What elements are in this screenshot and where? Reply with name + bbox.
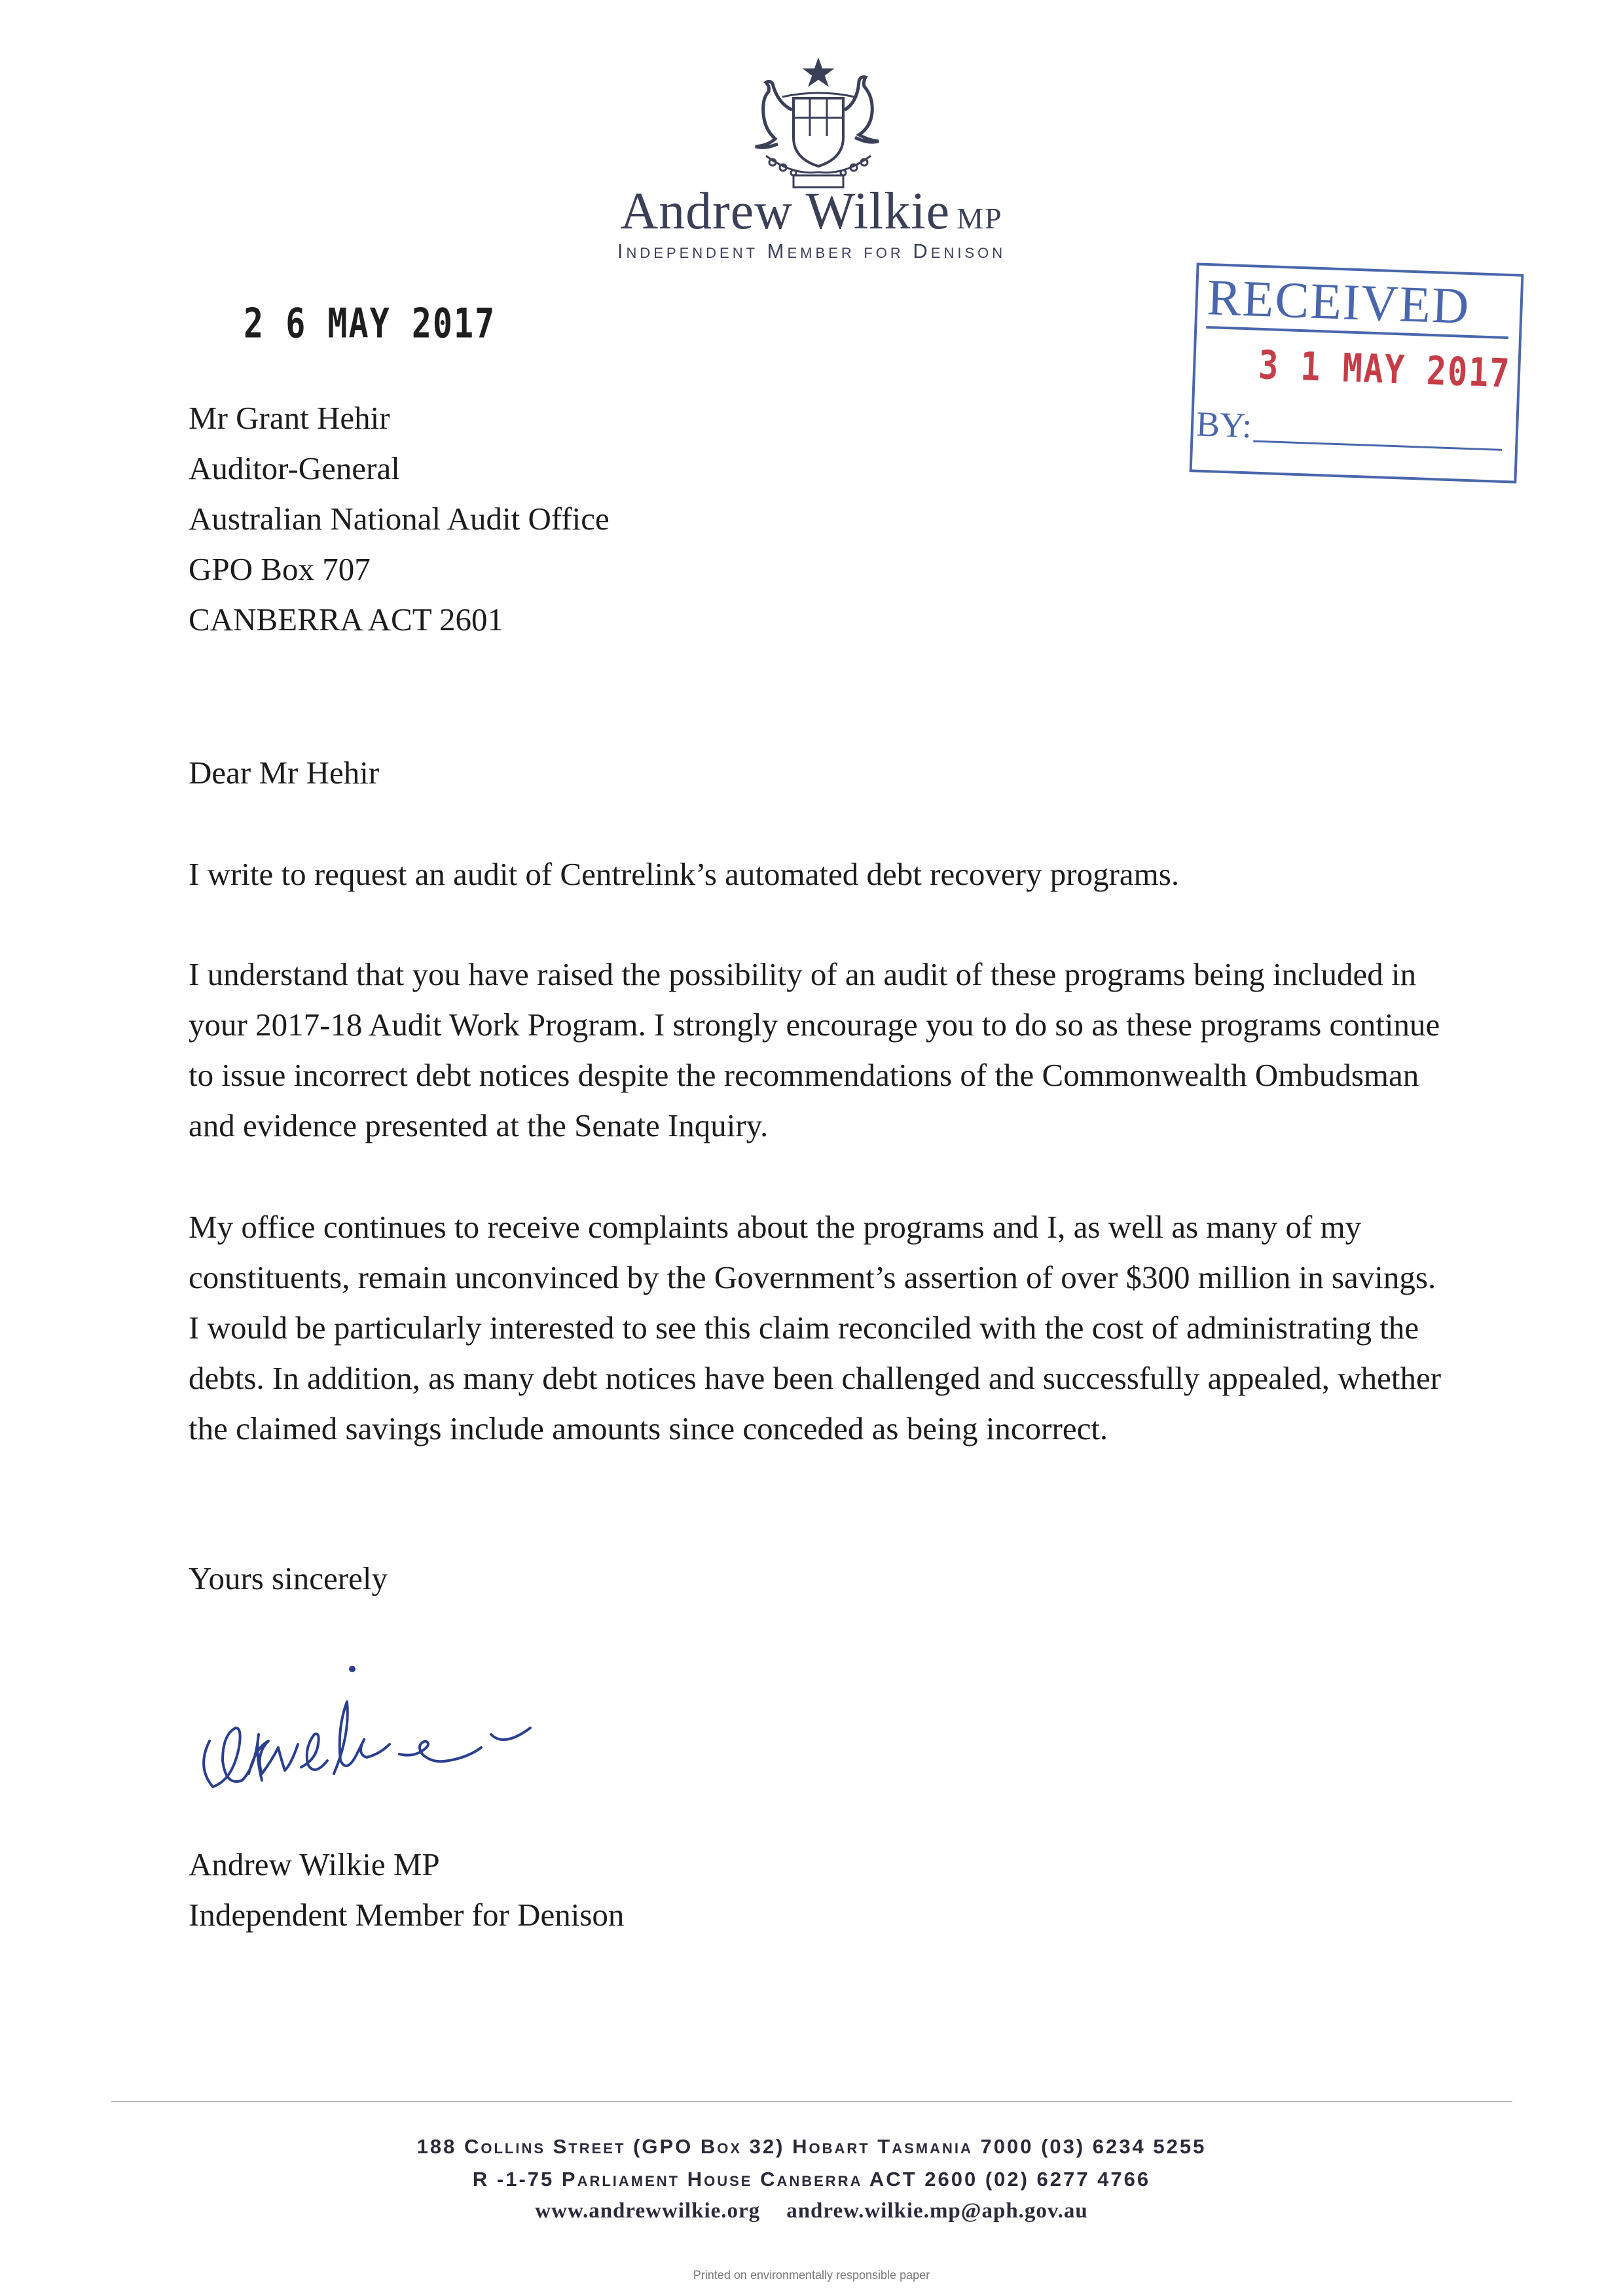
body-paragraph: My office continues to receive complaints about the programs and I, as well as many of my constituents, remain unconvinced by the Government’s assertion of over $300 million in savings. I would be particularly interested to see this claim reconciled with the cost of administrating the debts. In addition, as many debt notices have been challenged and successfully appealed, whether the claimed savings include amounts since conceded as being incorrect. [189, 1209, 1442, 1446]
printed-note: Printed on environmentally responsible paper [693, 2269, 930, 2282]
received-stamp-title: RECEIVED [1206, 268, 1510, 339]
signer-name: Andrew Wilkie MP [189, 1846, 440, 1882]
recipient-address [189, 393, 610, 645]
coat-of-arms-icon [720, 58, 917, 198]
address-line: GPO Box 707 [189, 551, 371, 587]
footer-email-link[interactable]: andrew.wilkie.mp@aph.gov.au [786, 2199, 1088, 2223]
body-paragraph: I understand that you have raised the possibility of an audit of these programs being included in your 2017-18 Audit Work Program. I strongly encourage you to do so as these programs continue to issue incorrect debt notices despite the recommendations of the Commonwealth Ombudsman and evidence presented at the Senate Inquiry. [189, 956, 1440, 1143]
signer-block [189, 1839, 624, 1940]
address-line: Auditor-General [189, 450, 400, 486]
received-stamp-date: 3 1 MAY 2017 [1258, 342, 1512, 397]
address-line: CANBERRA ACT 2601 [189, 601, 504, 637]
footer-contact [0, 2199, 1623, 2223]
salutation: Dear Mr Hehir [189, 755, 380, 791]
footer-canberra-address: R -1-75 Parliament House Canberra ACT 2600 (02) 6277 4766 [472, 2168, 1151, 2191]
member-suffix: MP [957, 202, 1003, 235]
closing: Yours sincerely [189, 1560, 388, 1596]
footer-hobart-address: 188 Collins Street (GPO Box 32) Hobart Tasmania 7000 (03) 6234 5255 [416, 2135, 1207, 2158]
address-line: Australian National Audit Office [189, 501, 610, 537]
received-stamp-by-label: BY: [1195, 404, 1253, 446]
member-name-text: Andrew Wilkie [620, 183, 951, 240]
member-subtitle: Independent Member for Denison [617, 240, 1006, 262]
footer-divider [111, 2101, 1512, 2102]
body-paragraph: I write to request an audit of Centrelink’s automated debt recovery programs. [189, 856, 1180, 892]
received-stamp [1190, 262, 1524, 483]
member-name [0, 182, 1623, 242]
handwritten-signature [183, 1649, 550, 1820]
address-line: Mr Grant Hehir [189, 400, 390, 436]
footer-website-link[interactable]: www.andrewwilkie.org [535, 2199, 761, 2223]
date-stamp: 2 6 MAY 2017 [244, 300, 496, 348]
signer-title: Independent Member for Denison [189, 1897, 625, 1933]
